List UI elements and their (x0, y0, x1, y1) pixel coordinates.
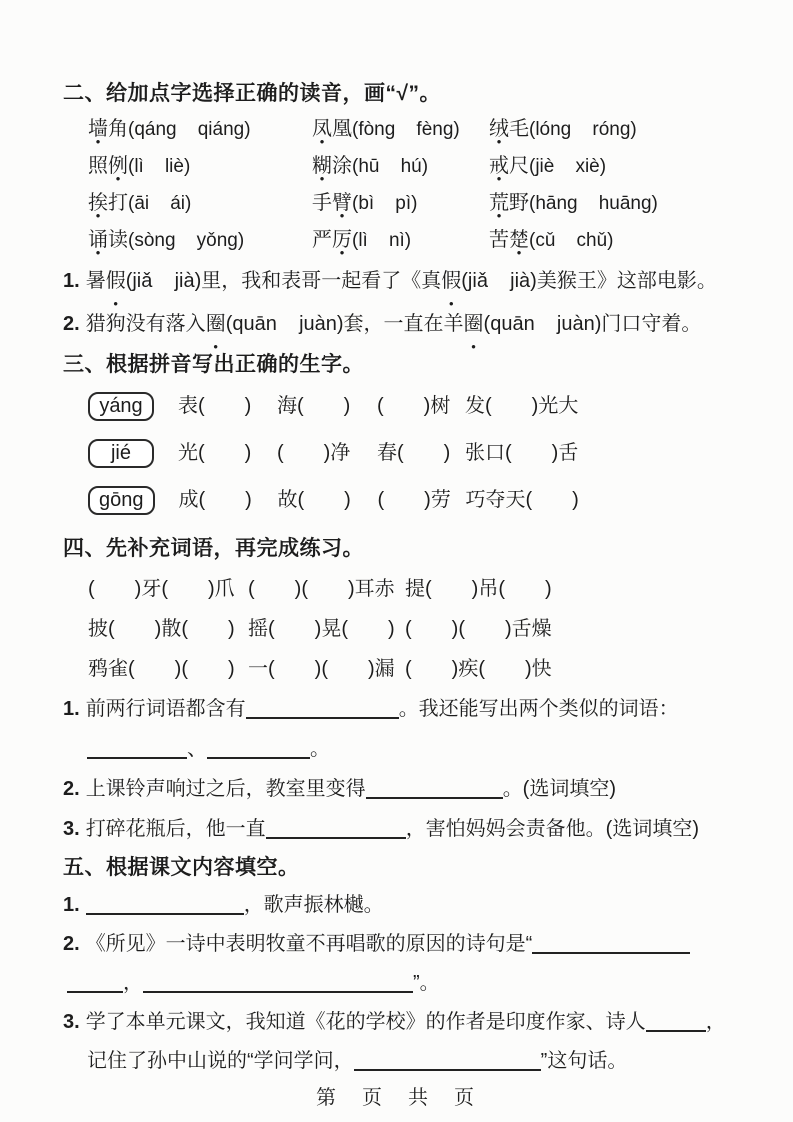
text-run: ，歌声振林樾。 (243, 894, 384, 916)
han-char: 照 (88, 155, 108, 177)
dotted-char: 荒 (489, 192, 509, 214)
question-line (63, 729, 745, 769)
word-item (312, 149, 489, 178)
dotted-char: 凤 (312, 118, 332, 140)
question-number: 1. (63, 894, 80, 916)
question-text (86, 1003, 726, 1042)
question-text (86, 925, 691, 964)
word-item (489, 186, 745, 215)
text-run: 。我还能写出两个类似的词语： (398, 698, 679, 720)
han-char: 野 (509, 192, 529, 214)
pinyin-options: (āi ái) (128, 193, 192, 214)
section2-title: 二、给加点字选择正确的读音，画“√”。 (63, 82, 442, 105)
word-blank-item: 巧夺天( ) (465, 489, 579, 511)
text-run: ， (123, 972, 143, 994)
pinyin-options: (lì nì) (352, 230, 412, 251)
question-number: 2. (63, 778, 80, 800)
text-run: (jiǎ jià)里，我和表哥一起看了《真 (125, 270, 442, 292)
fill-blank (354, 1052, 541, 1071)
pinyin-box: gōng (88, 486, 155, 515)
fill-blank (207, 740, 310, 759)
han-char: 手 (312, 192, 332, 214)
question-line (63, 689, 745, 729)
pinyin-options: (fòng fèng) (352, 119, 460, 140)
text-run: ， (705, 1011, 726, 1033)
idiom-blank-item: ( )( )耳赤 (248, 578, 395, 600)
word-blank-item: 成( ) (178, 489, 252, 511)
question-text (86, 689, 679, 729)
dotted-char: 圈 (205, 313, 226, 335)
word-blank-item: 春( ) (377, 442, 451, 464)
question (63, 925, 745, 1003)
fill-blank (646, 1013, 706, 1032)
fill-blank (86, 896, 244, 915)
text-run: 《所见》一诗中表明牧童不再唱歌的原因的诗句是“ (85, 933, 533, 955)
question-line (63, 809, 745, 849)
text-run: (quān juàn)门口守着。 (483, 313, 702, 335)
question-text (87, 1042, 627, 1081)
question (63, 1003, 745, 1081)
idiom-blank-item: 鸦雀( )( ) (88, 658, 235, 680)
question-text (86, 886, 384, 925)
fill-blank (87, 740, 187, 759)
text-run: ”这句话。 (540, 1050, 628, 1072)
pinyin-row (88, 436, 745, 483)
idiom-row (88, 609, 745, 649)
idiom-blank-item: ( )疾( )快 (405, 658, 552, 680)
question-number: 3. (63, 818, 80, 840)
page-footer: 第 页 共 页 (316, 1087, 477, 1109)
text-run: 学了本单元课文，我知道《花的学校》的作者是印度作家、诗人 (85, 1011, 646, 1033)
dotted-char: 戒 (489, 155, 509, 177)
text-run: (quān juàn)套，一直在羊 (225, 313, 464, 335)
word-item (312, 186, 489, 215)
word-blank-item: ( )树 (377, 395, 451, 417)
text-run: 上课铃声响过之后，教室里变得 (85, 778, 366, 800)
dotted-char: 挨 (88, 192, 108, 214)
han-char: 读 (108, 229, 128, 251)
fill-blank (246, 700, 399, 719)
idiom-blank-item: 一( )( )漏 (248, 658, 395, 680)
question (63, 260, 745, 303)
word-blank-item: ( )劳 (377, 489, 451, 511)
han-char: 涂 (332, 155, 352, 177)
question-line (63, 303, 745, 346)
idiom-blank-item: ( )( )舌燥 (405, 618, 552, 640)
question (63, 809, 745, 849)
idiom-row (88, 569, 745, 609)
question (63, 769, 745, 809)
dotted-char: 例 (108, 155, 128, 177)
question (63, 303, 745, 346)
idiom-blank-item: ( )牙( )爪 (88, 578, 235, 600)
word-item (489, 149, 745, 178)
text-run: 猎狗没有落入 (85, 313, 206, 335)
question-line (63, 925, 745, 964)
dotted-char: 诵 (88, 229, 108, 251)
question-number: 3. (63, 1011, 80, 1033)
section2-sentences (63, 260, 745, 346)
question-line (63, 1003, 745, 1042)
pronunciation-row (88, 186, 745, 223)
pronunciation-row (88, 149, 745, 186)
question-text (86, 809, 699, 849)
pinyin-options: (hāng huāng) (529, 193, 658, 214)
word-blank-item: 发( )光大 (465, 395, 579, 417)
question-text (86, 303, 702, 346)
pinyin-row (88, 483, 745, 530)
question-number: 2. (63, 313, 80, 335)
section3-title: 三、根据拼音写出正确的生字。 (63, 353, 364, 376)
pinyin-options: (qáng qiáng) (128, 119, 251, 140)
han-char: 打 (108, 192, 128, 214)
text-run: (jiǎ jià)美猴王》这部电影。 (461, 270, 717, 292)
word-completion-grid (63, 567, 745, 689)
idiom-blank-item: 披( )散( ) (88, 618, 235, 640)
han-char: 毛 (509, 118, 529, 140)
question-text (87, 729, 330, 769)
word-blank-item: 海( ) (277, 395, 351, 417)
idiom-blank-item: 提( )吊( ) (405, 578, 552, 600)
pinyin-row-items (178, 389, 745, 418)
han-char: 凰 (332, 118, 352, 140)
question-number: 1. (63, 698, 80, 720)
question (63, 886, 745, 925)
fill-blank (67, 974, 123, 993)
han-char: 尺 (509, 155, 529, 177)
pinyin-box: jié (88, 439, 154, 468)
question-line (63, 260, 745, 303)
dotted-char: 假 (105, 270, 126, 292)
word-item (88, 186, 312, 215)
text-run: 、 (187, 738, 207, 760)
fill-blank (143, 974, 413, 993)
question-line (63, 886, 745, 925)
dotted-char: 绒 (489, 118, 509, 140)
pronunciation-row (88, 223, 745, 260)
dotted-char: 圈 (463, 313, 484, 335)
section4-questions (63, 689, 745, 849)
text-run: 。 (310, 738, 330, 760)
idiom-row (88, 649, 745, 689)
word-item (88, 112, 312, 141)
dotted-char: 楚 (509, 229, 529, 251)
pinyin-options: (hū hú) (352, 156, 429, 177)
text-run: ”。 (413, 972, 440, 994)
question-text (86, 769, 616, 809)
dotted-char: 厉 (332, 229, 352, 251)
idiom-blank-item: 摇( )晃( ) (248, 618, 395, 640)
dotted-char: 墙 (88, 118, 108, 140)
word-blank-item: ( )净 (277, 442, 351, 464)
question-number: 1. (63, 270, 80, 292)
pinyin-options: (lì liè) (128, 156, 191, 177)
dotted-char: 假 (441, 270, 462, 292)
question (63, 689, 745, 769)
word-blank-item: 张口( )舌 (465, 442, 579, 464)
pinyin-options: (sòng yǒng) (128, 230, 245, 251)
pinyin-row (88, 389, 745, 436)
text-run: 打碎花瓶后，他一直 (85, 818, 266, 840)
pinyin-box-rows (63, 383, 745, 530)
question-number: 2. (63, 933, 80, 955)
word-item (312, 112, 489, 141)
section4-title: 四、先补充词语，再完成练习。 (63, 537, 364, 560)
fill-blank (532, 935, 690, 954)
section5-title: 五、根据课文内容填空。 (63, 856, 300, 879)
pinyin-box: yáng (88, 392, 154, 421)
word-blank-item: 光( ) (178, 442, 252, 464)
text-run: 暑 (85, 270, 106, 292)
question-line (63, 964, 745, 1003)
text-run: 记住了孙中山说的“学问学问， (87, 1050, 354, 1072)
pinyin-row-items (179, 483, 746, 512)
text-run: 前两行词语都含有 (85, 698, 246, 720)
dotted-char: 糊 (312, 155, 332, 177)
word-item (88, 223, 312, 252)
han-char: 角 (108, 118, 128, 140)
pronunciation-row (88, 112, 745, 149)
question-text (67, 964, 440, 1003)
text-run: 。(选词填空) (502, 778, 617, 800)
pronunciation-grid (63, 112, 745, 260)
word-item (489, 112, 745, 141)
word-blank-item: 表( ) (178, 395, 252, 417)
dotted-char: 臂 (332, 192, 352, 214)
word-blank-item: 故( ) (277, 489, 351, 511)
text-run: ，害怕妈妈会责备他。(选词填空) (405, 818, 700, 840)
question-line (63, 769, 745, 809)
word-item (489, 223, 745, 252)
question-line (63, 1042, 745, 1081)
pinyin-row-items (178, 436, 745, 465)
pinyin-options: (cǔ chǔ) (529, 230, 614, 251)
word-item (312, 223, 489, 252)
question-text (86, 260, 717, 303)
word-item (88, 149, 312, 178)
pinyin-options: (lóng róng) (529, 119, 637, 140)
pinyin-options: (jiè xiè) (529, 156, 607, 177)
fill-blank (266, 820, 406, 839)
section5-questions (63, 886, 745, 1081)
han-char: 严 (312, 229, 332, 251)
han-char: 苦 (489, 229, 509, 251)
pinyin-options: (bì pì) (352, 193, 418, 214)
fill-blank (366, 780, 503, 799)
